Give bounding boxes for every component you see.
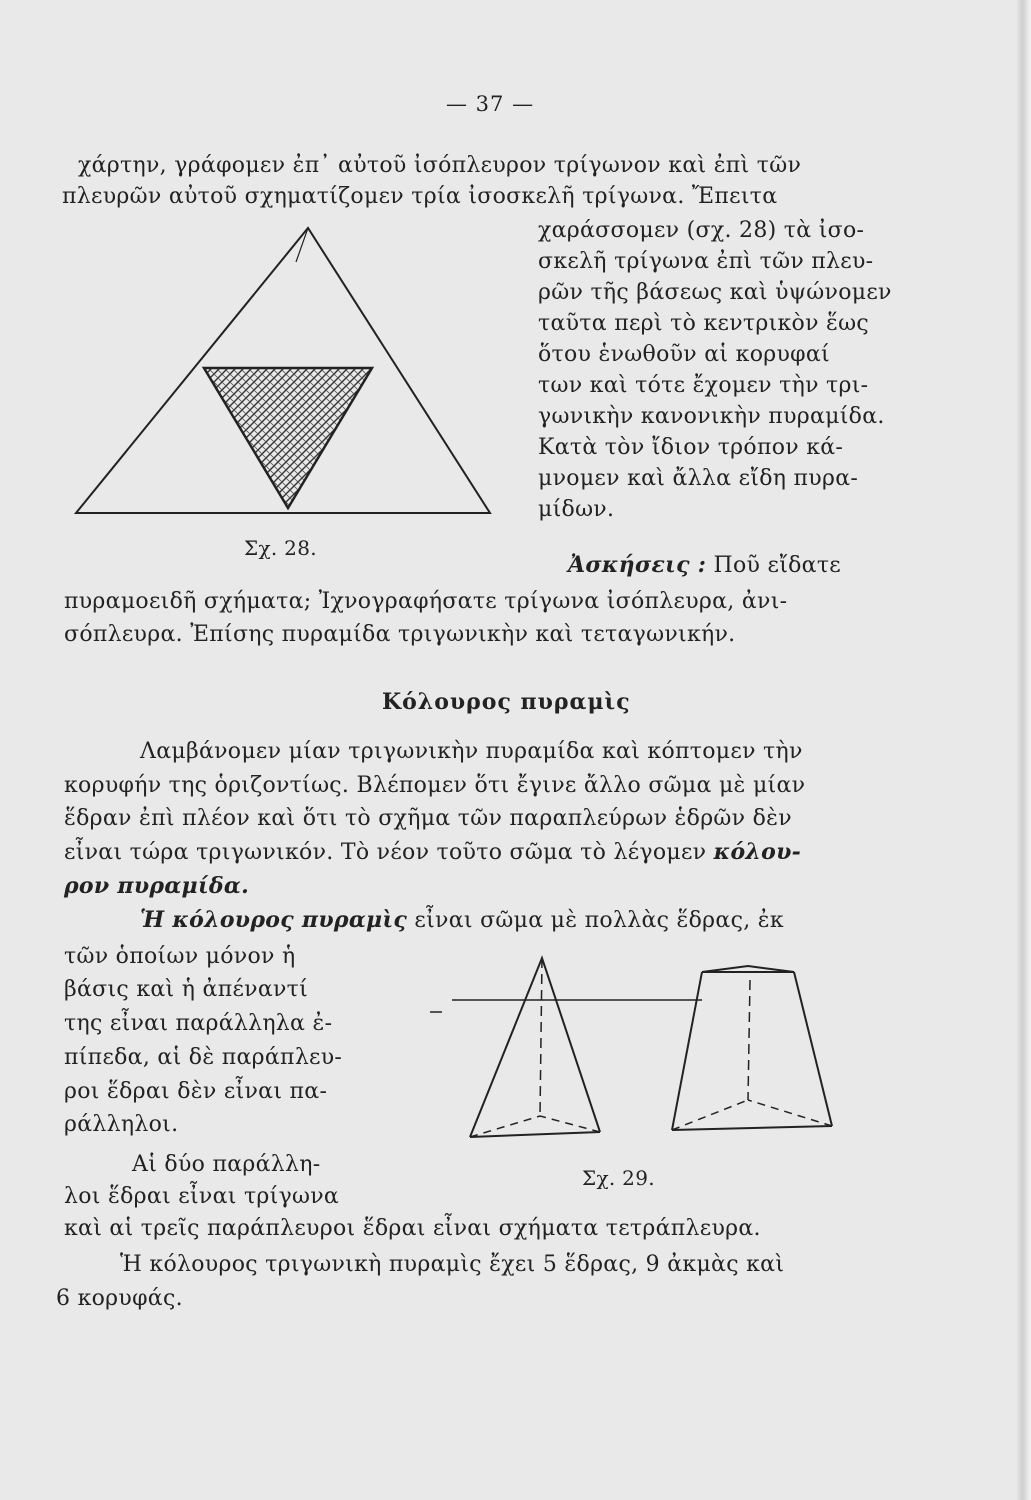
text-line: Κατὰ τὸν ἴδιον τρόπον κά-	[538, 435, 844, 460]
definition-text: εἶναι σῶμα μὲ πολλὰς ἕδρας, ἐκ	[414, 908, 784, 933]
text-line: λοι ἕδραι εἶναι τρίγωνα	[64, 1184, 340, 1209]
exercise-text: Ποῦ εἴδατε	[713, 553, 841, 578]
term-kolouros: κόλου-	[713, 839, 802, 865]
text-line: πυραμοειδῆ σχήματα; Ἰχνογραφήσατε τρίγωνα ἰσόπλευρα, ἀνι-	[64, 589, 788, 614]
text-line: Αἱ δύο παράλλη-	[132, 1152, 321, 1177]
text-line: πίπεδα, αἱ δὲ παράπλευ-	[64, 1045, 343, 1070]
text-line: σκελῆ τρίγωνα ἐπὶ τῶν πλευ-	[538, 249, 874, 274]
text-line: βάσις καὶ ἡ ἀπέναντί	[64, 977, 309, 1002]
figure-28-triangle	[70, 222, 510, 522]
section-heading: Κόλουρος πυραμὶς	[382, 689, 631, 715]
text-line: σόπλευρα. Ἐπίσης πυραμίδα τριγωνικὴν καὶ τεταγωνικήν.	[64, 622, 736, 647]
text-line: γωνικὴν κανονικὴν πυραμίδα.	[538, 404, 885, 429]
text-line: ράλληλοι.	[64, 1112, 179, 1137]
definition-term: Ἡ κόλουρος πυραμὶς	[140, 907, 408, 933]
exercise-label: Ἀσκήσεις :	[568, 552, 707, 578]
text-line: ἕδραν ἐπὶ πλέον καὶ ὅτι τὸ σχῆμα τῶν παραπλεύρων ἑδρῶν δὲν	[64, 806, 792, 831]
text-line	[64, 838, 801, 867]
exercise-line	[568, 551, 841, 580]
text-line: πλευρῶν αὐτοῦ σχηματίζομεν τρία ἰσοσκελῆ τρίγωνα. Ἔπειτα	[62, 184, 778, 209]
text-line: Ἡ κόλουρος τριγωνικὴ πυραμὶς ἔχει 5 ἕδρας, 9 ἀκμὰς καὶ	[120, 1252, 785, 1277]
definition-line	[140, 906, 784, 935]
text-line: ρῶν τῆς βάσεως καὶ ὑψώνομεν	[538, 280, 892, 305]
page-number: — 37 —	[446, 92, 535, 116]
figure-28-caption: Σχ. 28.	[244, 536, 317, 560]
text-line: ροι ἕδραι δὲν εἶναι πα-	[64, 1079, 328, 1104]
text-line: καὶ αἱ τρεῖς παράπλευροι ἕδραι εἶναι σχήματα τετράπλευρα.	[64, 1216, 761, 1241]
text-line: χαράσσομεν (σχ. 28) τὰ ἰσο-	[538, 218, 865, 243]
text-line: ταῦτα περὶ τὸ κεντρικὸν ἕως	[538, 311, 870, 336]
text-line: Λαμβάνομεν μίαν τριγωνικὴν πυραμίδα καὶ κόπτομεν τὴν	[140, 739, 803, 764]
text-line: 6 κορυφάς.	[56, 1286, 183, 1311]
text-line: χάρτην, γράφομεν ἐπ᾽ αὐτοῦ ἰσόπλευρον τρίγωνον καὶ ἐπὶ τῶν	[78, 153, 802, 178]
term-kolouros-cont: ρον πυραμίδα.	[64, 873, 250, 899]
text-line: τῶν ὁποίων μόνον ἡ	[64, 944, 296, 969]
text-line: της εἶναι παράλληλα ἐ-	[64, 1011, 333, 1036]
text-span: εἶναι τώρα τριγωνικόν. Τὸ νέον τοῦτο σῶμα τὸ λέγομεν	[64, 840, 707, 865]
text-line: κορυφήν της ὁριζοντίως. Βλέπομεν ὅτι ἔγινε ἄλλο σῶμα μὲ μίαν	[64, 773, 806, 798]
text-line: των καὶ τότε ἔχομεν τὴν τρι-	[538, 373, 869, 398]
page-edge	[1017, 0, 1031, 1500]
text-line: μίδων.	[538, 497, 615, 522]
text-line: ὅτου ἑνωθοῦν αἱ κορυφαί	[538, 342, 830, 367]
figure-29-caption: Σχ. 29.	[582, 1166, 655, 1190]
figure-29-pyramids	[420, 950, 890, 1150]
text-line: μνομεν καὶ ἄλλα εἴδη πυρα-	[538, 466, 859, 491]
